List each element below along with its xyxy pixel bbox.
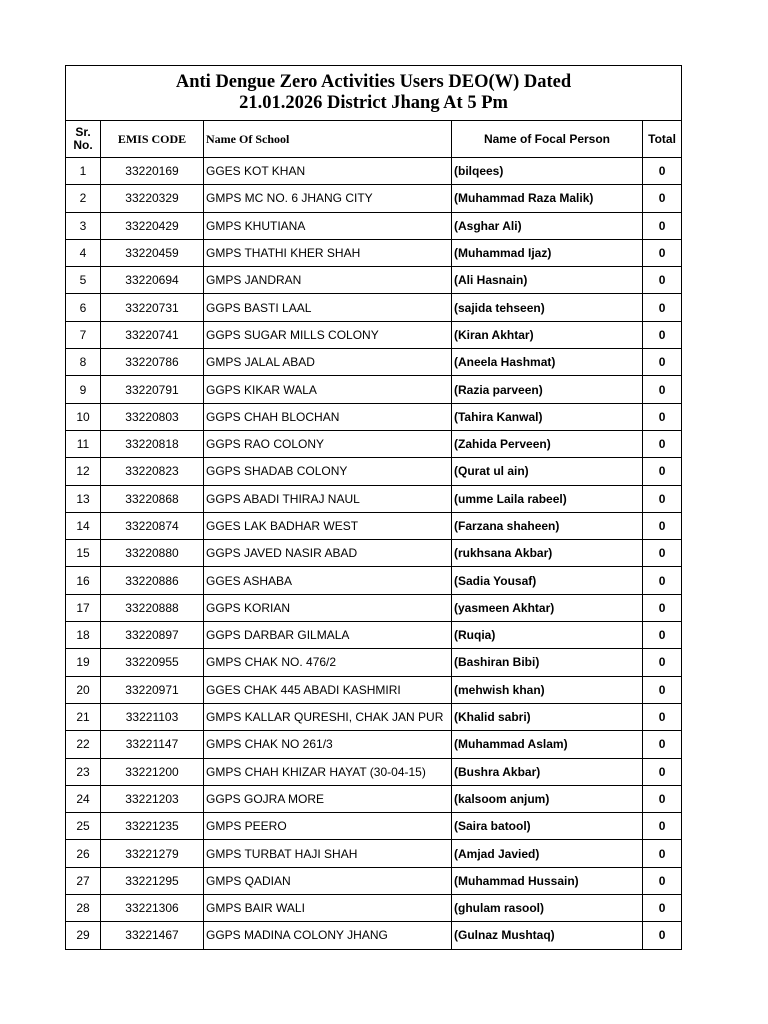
cell-focal-person: (Bashiran Bibi) (452, 649, 643, 676)
cell-focal-person: (sajida tehseen) (452, 294, 643, 321)
table-row (66, 458, 682, 485)
cell-focal-person: (Kiran Akhtar) (452, 321, 643, 348)
cell-sr-no: 6 (66, 294, 101, 321)
cell-focal-person: (Ruqia) (452, 622, 643, 649)
cell-total: 0 (643, 567, 682, 594)
cell-total: 0 (643, 403, 682, 430)
table-row (66, 512, 682, 539)
cell-school-name: GGPS SHADAB COLONY (204, 458, 452, 485)
cell-school-name: GMPS TURBAT HAJI SHAH (204, 840, 452, 867)
cell-school-name: GGPS SUGAR MILLS COLONY (204, 321, 452, 348)
cell-school-name: GGPS RAO COLONY (204, 430, 452, 457)
cell-sr-no: 7 (66, 321, 101, 348)
table-row (66, 867, 682, 894)
cell-emis-code: 33221200 (101, 758, 204, 785)
table-row (66, 922, 682, 949)
cell-sr-no: 23 (66, 758, 101, 785)
cell-school-name: GMPS QADIAN (204, 867, 452, 894)
cell-total: 0 (643, 540, 682, 567)
cell-emis-code: 33220874 (101, 512, 204, 539)
cell-focal-person: (Sadia Yousaf) (452, 567, 643, 594)
cell-sr-no: 10 (66, 403, 101, 430)
cell-total: 0 (643, 622, 682, 649)
cell-sr-no: 4 (66, 239, 101, 266)
cell-sr-no: 16 (66, 567, 101, 594)
cell-focal-person: (Farzana shaheen) (452, 512, 643, 539)
cell-sr-no: 9 (66, 376, 101, 403)
cell-focal-person: (Khalid sabri) (452, 703, 643, 730)
cell-focal-person: (Asghar Ali) (452, 212, 643, 239)
table-row (66, 731, 682, 758)
header-sr-line-2: No. (73, 138, 93, 152)
cell-sr-no: 5 (66, 267, 101, 294)
cell-sr-no: 11 (66, 430, 101, 457)
cell-emis-code: 33220429 (101, 212, 204, 239)
cell-emis-code: 33220897 (101, 622, 204, 649)
table-row (66, 594, 682, 621)
header-sr-line-1: Sr. (75, 125, 91, 139)
cell-school-name: GGPS KIKAR WALA (204, 376, 452, 403)
cell-total: 0 (643, 703, 682, 730)
cell-focal-person: (Qurat ul ain) (452, 458, 643, 485)
cell-sr-no: 21 (66, 703, 101, 730)
cell-sr-no: 3 (66, 212, 101, 239)
cell-focal-person: (umme Laila rabeel) (452, 485, 643, 512)
cell-sr-no: 20 (66, 676, 101, 703)
cell-emis-code: 33220786 (101, 349, 204, 376)
cell-school-name: GMPS THATHI KHER SHAH (204, 239, 452, 266)
cell-school-name: GGES CHAK 445 ABADI KASHMIRI (204, 676, 452, 703)
cell-focal-person: (mehwish khan) (452, 676, 643, 703)
table-row (66, 703, 682, 730)
cell-emis-code: 33220803 (101, 403, 204, 430)
cell-focal-person: (yasmeen Akhtar) (452, 594, 643, 621)
table-row (66, 158, 682, 185)
cell-emis-code: 33220169 (101, 158, 204, 185)
cell-total: 0 (643, 267, 682, 294)
table-row (66, 239, 682, 266)
cell-sr-no: 18 (66, 622, 101, 649)
cell-sr-no: 26 (66, 840, 101, 867)
table-row (66, 567, 682, 594)
table-row (66, 321, 682, 348)
cell-sr-no: 1 (66, 158, 101, 185)
cell-emis-code: 33221279 (101, 840, 204, 867)
cell-school-name: GGPS CHAH BLOCHAN (204, 403, 452, 430)
cell-focal-person: (Razia parveen) (452, 376, 643, 403)
cell-emis-code: 33220791 (101, 376, 204, 403)
table-row (66, 403, 682, 430)
cell-school-name: GMPS CHAH KHIZAR HAYAT (30-04-15) (204, 758, 452, 785)
cell-total: 0 (643, 512, 682, 539)
cell-focal-person: (Muhammad Ijaz) (452, 239, 643, 266)
table-row (66, 349, 682, 376)
table-row (66, 758, 682, 785)
cell-emis-code: 33220818 (101, 430, 204, 457)
cell-focal-person: (Muhammad Raza Malik) (452, 185, 643, 212)
cell-emis-code: 33221295 (101, 867, 204, 894)
cell-focal-person: (ghulam rasool) (452, 895, 643, 922)
table-row (66, 813, 682, 840)
header-school-name: Name Of School (204, 121, 452, 158)
cell-school-name: GMPS JANDRAN (204, 267, 452, 294)
cell-school-name: GMPS KHUTIANA (204, 212, 452, 239)
cell-school-name: GMPS CHAK NO 261/3 (204, 731, 452, 758)
report-title (66, 66, 682, 121)
cell-emis-code: 33220880 (101, 540, 204, 567)
cell-school-name: GGES LAK BADHAR WEST (204, 512, 452, 539)
cell-total: 0 (643, 731, 682, 758)
header-total: Total (643, 121, 682, 158)
cell-school-name: GGPS BASTI LAAL (204, 294, 452, 321)
cell-total: 0 (643, 485, 682, 512)
cell-total: 0 (643, 758, 682, 785)
cell-sr-no: 24 (66, 785, 101, 812)
cell-sr-no: 15 (66, 540, 101, 567)
cell-sr-no: 17 (66, 594, 101, 621)
cell-focal-person: (rukhsana Akbar) (452, 540, 643, 567)
cell-emis-code: 33221203 (101, 785, 204, 812)
cell-sr-no: 27 (66, 867, 101, 894)
table-row (66, 294, 682, 321)
title-row (66, 66, 682, 121)
cell-focal-person: (Muhammad Hussain) (452, 867, 643, 894)
table-row (66, 430, 682, 457)
cell-emis-code: 33220823 (101, 458, 204, 485)
cell-school-name: GGES KOT KHAN (204, 158, 452, 185)
cell-focal-person: (kalsoom anjum) (452, 785, 643, 812)
cell-total: 0 (643, 813, 682, 840)
cell-sr-no: 2 (66, 185, 101, 212)
cell-total: 0 (643, 840, 682, 867)
cell-emis-code: 33220971 (101, 676, 204, 703)
users-table (65, 65, 682, 950)
table-row (66, 267, 682, 294)
cell-focal-person: (Aneela Hashmat) (452, 349, 643, 376)
cell-total: 0 (643, 294, 682, 321)
cell-sr-no: 22 (66, 731, 101, 758)
cell-focal-person: (Amjad Javied) (452, 840, 643, 867)
cell-school-name: GMPS MC NO. 6 JHANG CITY (204, 185, 452, 212)
table-row (66, 212, 682, 239)
cell-focal-person: (Bushra Akbar) (452, 758, 643, 785)
cell-emis-code: 33220955 (101, 649, 204, 676)
cell-sr-no: 8 (66, 349, 101, 376)
cell-focal-person: (bilqees) (452, 158, 643, 185)
table-row (66, 840, 682, 867)
header-sr-no (66, 121, 101, 158)
cell-school-name: GMPS KALLAR QURESHI, CHAK JAN PUR (204, 703, 452, 730)
cell-emis-code: 33220459 (101, 239, 204, 266)
cell-focal-person: (Muhammad Aslam) (452, 731, 643, 758)
cell-focal-person: (Ali Hasnain) (452, 267, 643, 294)
cell-emis-code: 33220868 (101, 485, 204, 512)
cell-school-name: GGPS KORIAN (204, 594, 452, 621)
cell-total: 0 (643, 376, 682, 403)
table-row (66, 895, 682, 922)
table-row (66, 540, 682, 567)
cell-school-name: GGPS JAVED NASIR ABAD (204, 540, 452, 567)
table-row (66, 785, 682, 812)
table-row (66, 676, 682, 703)
cell-total: 0 (643, 212, 682, 239)
cell-emis-code: 33221147 (101, 731, 204, 758)
cell-school-name: GMPS JALAL ABAD (204, 349, 452, 376)
cell-sr-no: 19 (66, 649, 101, 676)
cell-emis-code: 33221103 (101, 703, 204, 730)
cell-emis-code: 33221467 (101, 922, 204, 949)
cell-focal-person: (Gulnaz Mushtaq) (452, 922, 643, 949)
cell-focal-person: (Tahira Kanwal) (452, 403, 643, 430)
cell-total: 0 (643, 349, 682, 376)
table-row (66, 376, 682, 403)
cell-sr-no: 29 (66, 922, 101, 949)
table-row (66, 485, 682, 512)
table-row (66, 185, 682, 212)
cell-total: 0 (643, 676, 682, 703)
cell-sr-no: 14 (66, 512, 101, 539)
cell-sr-no: 12 (66, 458, 101, 485)
cell-total: 0 (643, 649, 682, 676)
cell-school-name: GGPS DARBAR GILMALA (204, 622, 452, 649)
cell-emis-code: 33220731 (101, 294, 204, 321)
cell-focal-person: (Zahida Perveen) (452, 430, 643, 457)
cell-total: 0 (643, 185, 682, 212)
cell-school-name: GGPS ABADI THIRAJ NAUL (204, 485, 452, 512)
cell-total: 0 (643, 895, 682, 922)
report-title-line-1: Anti Dengue Zero Activities Users DEO(W) Dated (175, 72, 572, 92)
cell-emis-code: 33221235 (101, 813, 204, 840)
cell-total: 0 (643, 239, 682, 266)
cell-emis-code: 33220694 (101, 267, 204, 294)
cell-sr-no: 13 (66, 485, 101, 512)
header-row (66, 121, 682, 158)
header-emis-code: EMIS CODE (101, 121, 204, 158)
cell-total: 0 (643, 594, 682, 621)
table-row (66, 649, 682, 676)
cell-school-name: GMPS BAIR WALI (204, 895, 452, 922)
cell-emis-code: 33220329 (101, 185, 204, 212)
cell-emis-code: 33220886 (101, 567, 204, 594)
cell-school-name: GMPS CHAK NO. 476/2 (204, 649, 452, 676)
cell-total: 0 (643, 458, 682, 485)
cell-total: 0 (643, 158, 682, 185)
cell-sr-no: 28 (66, 895, 101, 922)
cell-total: 0 (643, 321, 682, 348)
report-title-line-2: 21.01.2026 District Jhang At 5 Pm (239, 93, 508, 113)
cell-total: 0 (643, 922, 682, 949)
cell-total: 0 (643, 430, 682, 457)
cell-school-name: GGES ASHABA (204, 567, 452, 594)
header-focal-person: Name of Focal Person (452, 121, 643, 158)
cell-focal-person: (Saira batool) (452, 813, 643, 840)
cell-school-name: GGPS GOJRA MORE (204, 785, 452, 812)
cell-school-name: GMPS PEERO (204, 813, 452, 840)
cell-emis-code: 33220741 (101, 321, 204, 348)
cell-sr-no: 25 (66, 813, 101, 840)
table-row (66, 622, 682, 649)
cell-emis-code: 33221306 (101, 895, 204, 922)
cell-total: 0 (643, 785, 682, 812)
cell-school-name: GGPS MADINA COLONY JHANG (204, 922, 452, 949)
cell-total: 0 (643, 867, 682, 894)
cell-emis-code: 33220888 (101, 594, 204, 621)
